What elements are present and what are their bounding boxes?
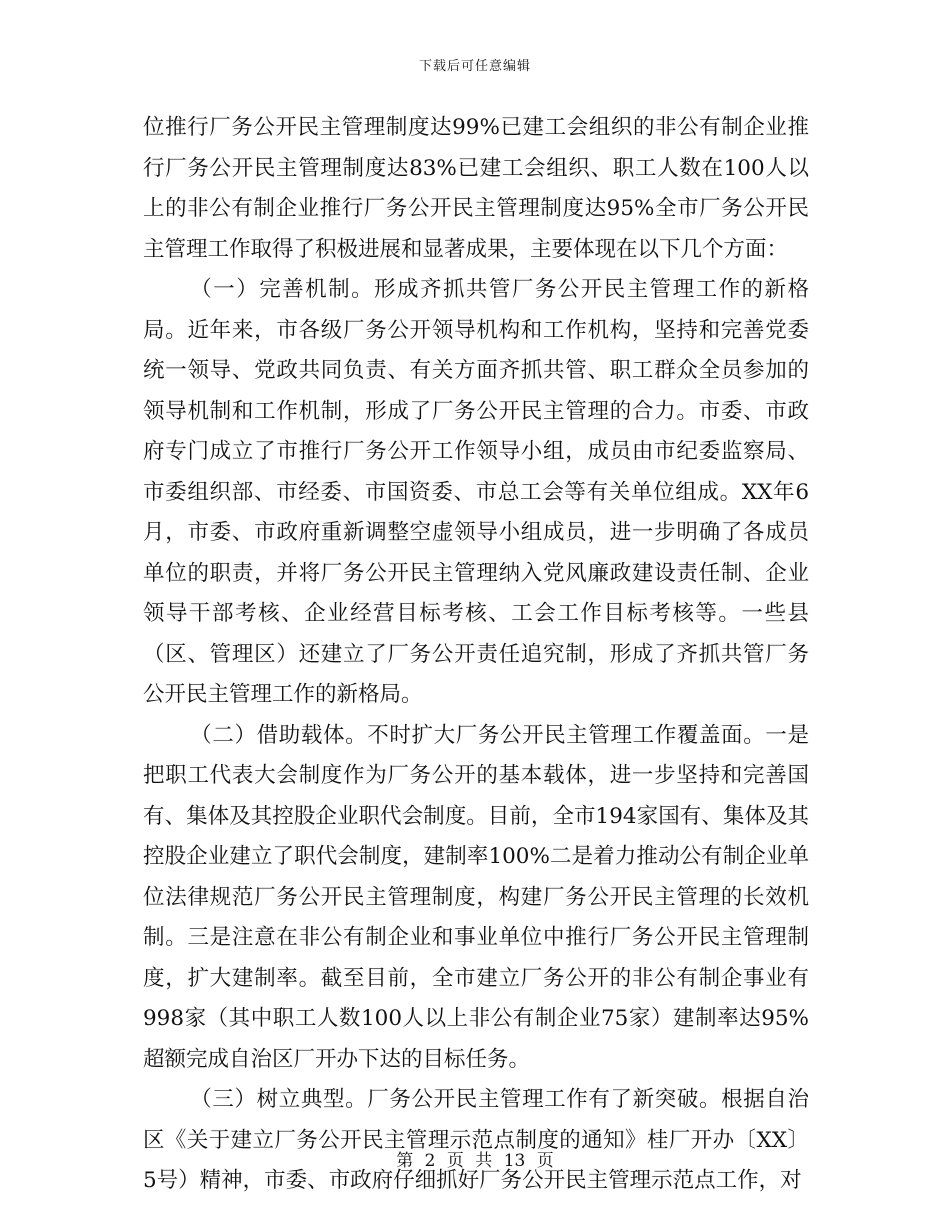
header-note: 下载后可任意编辑: [418, 59, 531, 74]
paragraph-section-3: （三）树立典型。厂务公开民主管理工作有了新突破。根据自治区《关于建立厂务公开民主管理示范点制度的通知》桂厂开办〔XX〕5号）精神，市委、市政府仔细抓好厂务公开民主管理示范点工作，对: [143, 1087, 809, 1193]
paragraph-section-2: （二）借助载体。不时扩大厂务公开民主管理工作覆盖面。一是把职工代表大会制度作为厂务公开的基本载体，进一步坚持和完善国有、集体及其控股企业职代会制度。目前，全市194家国有、集体及其控股企业建立了职代会制度，建制率100%二是着力推动公有制企业单位法律规范厂务公开民主管理制度，构建厂务公开民主管理的长效机制。三是注意在非公有制企业和事业单位中推行厂务公开民主管理制度，扩大建制率。截至目前，全市建立厂务公开的非公有制企事业有998家（其中职工人数100人以上非公有制企业75家）建制率达95%超额完成自治区厂开办下达的目标任务。: [143, 722, 809, 1072]
paragraph-section-1: （一）完善机制。形成齐抓共管厂务公开民主管理工作的新格局。近年来，市各级厂务公开领导机构和工作机构，坚持和完善党委统一领导、党政共同负责、有关方面齐抓共管、职工群众全员参加的领导机制和工作机制，形成了厂务公开民主管理的合力。市委、市政府专门成立了市推行厂务公开工作领导小组，成员由市纪委监察局、市委组织部、市经委、市国资委、市总工会等有关单位组成。XX年6月，市委、市政府重新调整空虚领导小组成员，进一步明确了各成员单位的职责，并将厂务公开民主管理纳入党风廉政建设责任制、企业领导干部考核、企业经营目标考核、工会工作目标考核等。一些县（区、管理区）还建立了厂务公开责任追究制，形成了齐抓共管厂务公开民主管理工作的新格局。: [143, 277, 809, 707]
paragraph-continuation: 位推行厂务公开民主管理制度达99%已建工会组织的非公有制企业推行厂务公开民主管理制度达83%已建工会组织、职工人数在100人以上的非公有制企业推行厂务公开民主管理制度达95%全市厂务公开民主管理工作取得了积极进展和显著成果，主要体现在以下几个方面：: [143, 115, 809, 262]
document-body: [143, 108, 809, 1202]
page-number: 第 2 页 共 13 页: [396, 1151, 554, 1171]
